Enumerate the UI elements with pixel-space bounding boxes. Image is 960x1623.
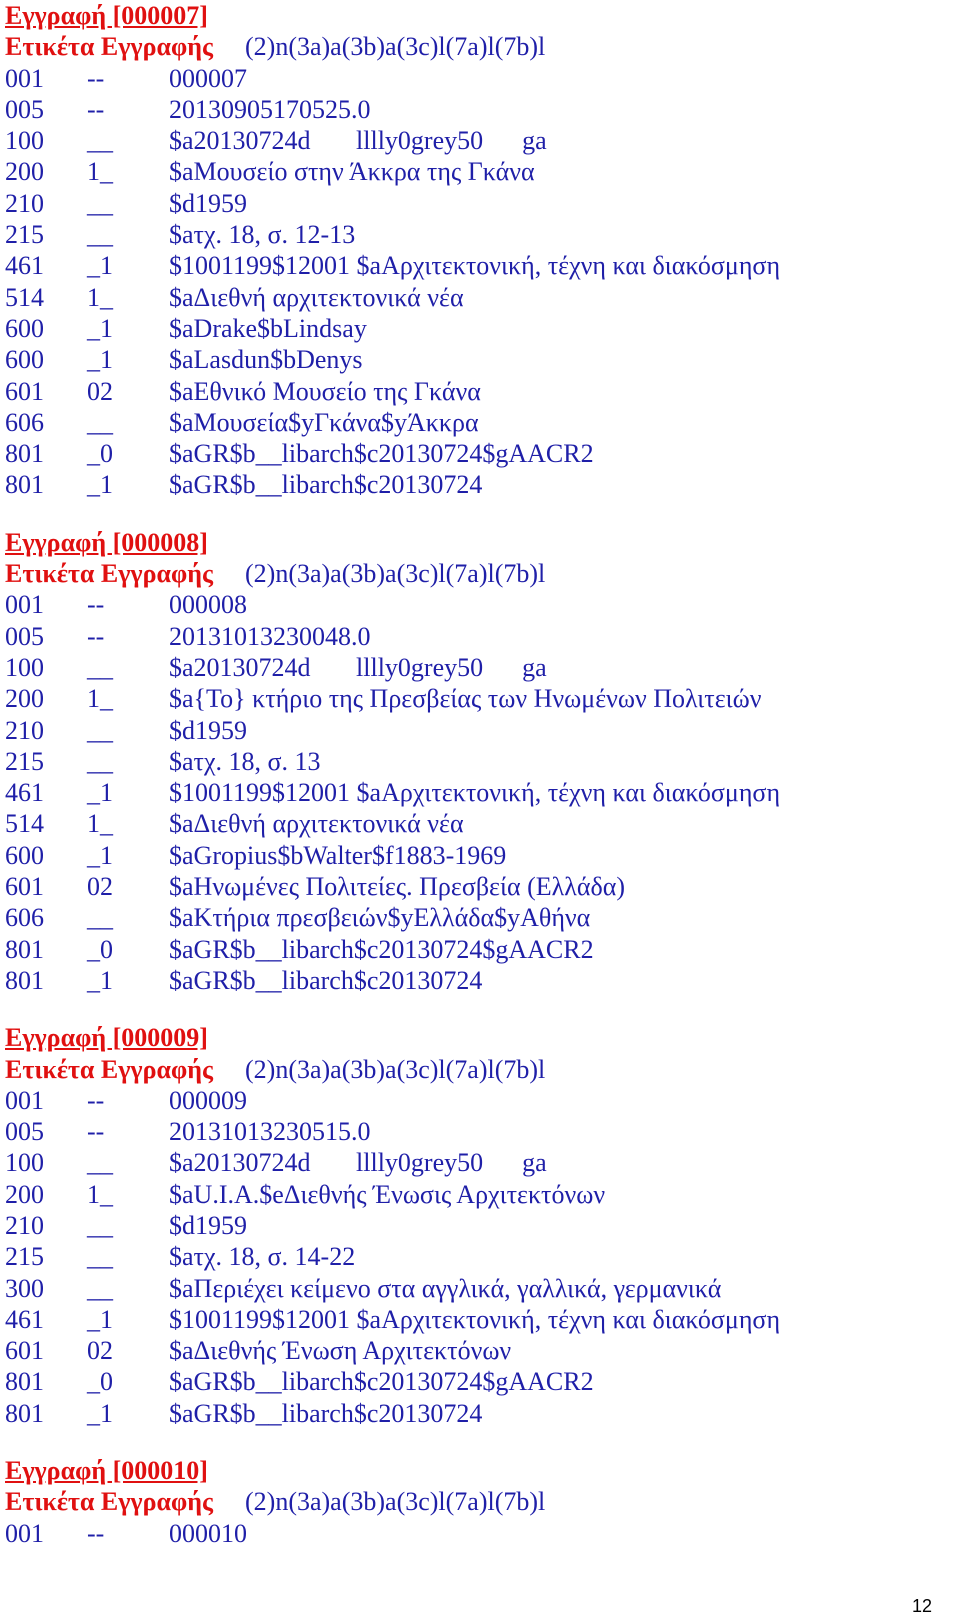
field-indicator: -- (87, 590, 105, 620)
field-indicator: 02 (87, 376, 113, 406)
field-tag: 514 (5, 282, 44, 312)
field-row (5, 683, 945, 714)
field-tag: 001 (5, 1518, 44, 1548)
field-indicator: -- (87, 1085, 105, 1115)
field-indicator: -- (87, 621, 105, 651)
field-indicator: -- (87, 1518, 105, 1548)
field-value: 000008 (169, 590, 247, 620)
field-value: $d1959 (169, 715, 247, 745)
field-value: $1001199$12001 $aΑρχιτεκτονική, τέχνη και διακόσμηση (169, 1304, 781, 1334)
field-indicator: __ (87, 1148, 113, 1178)
field-value: $aU.I.A.$eΔιεθνής Ένωσις Αρχιτεκτόνων (169, 1179, 606, 1209)
field-indicator: _1 (87, 470, 113, 500)
field-value: $aGR$b__libarch$c20130724$gAACR2 (169, 934, 594, 964)
field-value: $aΔιεθνής Ένωση Αρχιτεκτόνων (169, 1336, 512, 1366)
field-tag: 001 (5, 63, 44, 93)
field-tag: 600 (5, 840, 44, 870)
field-value: $a{Το} κτήριο της Πρεσβείας των Ηνωμένων Πολιτειών (169, 684, 762, 714)
field-indicator: __ (87, 903, 113, 933)
field-tag: 461 (5, 778, 44, 808)
record-title: Εγγραφή [000007] (5, 1, 208, 30)
field-row (5, 438, 945, 469)
field-indicator: __ (87, 652, 113, 682)
field-tag: 001 (5, 1085, 44, 1115)
field-indicator: __ (87, 1242, 113, 1272)
field-tag: 801 (5, 934, 44, 964)
field-tag: 210 (5, 715, 44, 745)
field-value: $aτχ. 18, σ. 12-13 (169, 220, 356, 250)
field-value: 000010 (169, 1518, 247, 1548)
field-indicator: 1_ (87, 282, 113, 312)
field-value: $aΜουσείο στην Άκκρα της Γκάνα (169, 157, 535, 187)
field-tag: 514 (5, 809, 44, 839)
field-row (5, 1241, 945, 1272)
field-tag: 200 (5, 1179, 44, 1209)
field-value: $aGR$b__libarch$c20130724 (169, 965, 483, 995)
record (5, 1455, 945, 1549)
field-value: $aτχ. 18, σ. 13 (169, 746, 321, 776)
record-leader (5, 31, 945, 62)
record-leader (5, 1486, 945, 1517)
field-value: $a20130724d lllly0grey50 ga (169, 652, 547, 682)
field-indicator: _0 (87, 1367, 113, 1397)
field-row (5, 344, 945, 375)
leader-value: (2)n(3a)a(3b)a(3c)l(7a)l(7b)l (245, 32, 546, 62)
leader-value: (2)n(3a)a(3b)a(3c)l(7a)l(7b)l (245, 1487, 546, 1517)
leader-label: Ετικέτα Εγγραφής (5, 1487, 213, 1517)
field-indicator: _1 (87, 965, 113, 995)
field-indicator: __ (87, 126, 113, 156)
field-indicator: 02 (87, 1336, 113, 1366)
page-number: 12 (911, 1596, 932, 1616)
field-tag: 210 (5, 188, 44, 218)
field-indicator: __ (87, 407, 113, 437)
field-row (5, 840, 945, 871)
field-indicator: 1_ (87, 157, 113, 187)
field-value: 20131013230515.0 (169, 1117, 371, 1147)
field-value: 20130905170525.0 (169, 94, 371, 124)
field-tag: 801 (5, 439, 44, 469)
field-indicator: -- (87, 1117, 105, 1147)
field-tag: 001 (5, 590, 44, 620)
field-indicator: __ (87, 1273, 113, 1303)
field-row (5, 1179, 945, 1210)
field-row (5, 589, 945, 620)
record (5, 527, 945, 996)
field-tag: 601 (5, 1336, 44, 1366)
field-tag: 200 (5, 157, 44, 187)
field-indicator: 1_ (87, 684, 113, 714)
field-indicator: _1 (87, 1304, 113, 1334)
field-value: $aτχ. 18, σ. 14-22 (169, 1242, 356, 1272)
field-row (5, 219, 945, 250)
field-tag: 100 (5, 126, 44, 156)
field-value: $1001199$12001 $aΑρχιτεκτονική, τέχνη και διακόσμηση (169, 251, 781, 281)
field-tag: 100 (5, 1148, 44, 1178)
field-indicator: _0 (87, 439, 113, 469)
field-indicator: _1 (87, 313, 113, 343)
field-indicator: __ (87, 715, 113, 745)
field-row (5, 1210, 945, 1241)
leader-label: Ετικέτα Εγγραφής (5, 559, 213, 589)
field-row (5, 934, 945, 965)
field-tag: 300 (5, 1273, 44, 1303)
record (5, 1022, 945, 1429)
field-tag: 461 (5, 251, 44, 281)
field-row (5, 1304, 945, 1335)
field-indicator: _1 (87, 345, 113, 375)
field-row (5, 777, 945, 808)
field-row (5, 746, 945, 777)
field-indicator: 02 (87, 872, 113, 902)
field-tag: 200 (5, 684, 44, 714)
field-row (5, 313, 945, 344)
field-value: $aΕθνικό Μουσείο της Γκάνα (169, 376, 481, 406)
field-tag: 215 (5, 746, 44, 776)
field-tag: 100 (5, 652, 44, 682)
field-row (5, 156, 945, 187)
field-tag: 215 (5, 1242, 44, 1272)
field-value: $aΗνωμένες Πολιτείες. Πρεσβεία (Ελλάδα) (169, 872, 626, 902)
record-title: Εγγραφή [000008] (5, 527, 208, 557)
field-value: $a20130724d lllly0grey50 ga (169, 126, 547, 156)
field-indicator: -- (87, 94, 105, 124)
record-leader (5, 558, 945, 589)
field-tag: 606 (5, 407, 44, 437)
field-tag: 005 (5, 621, 44, 651)
field-value: $aDrake$bLindsay (169, 313, 367, 343)
field-row (5, 125, 945, 156)
field-indicator: _1 (87, 840, 113, 870)
field-value: $d1959 (169, 1210, 247, 1240)
field-tag: 801 (5, 1398, 44, 1428)
record (5, 0, 945, 501)
record-title: Εγγραφή [000009] (5, 1023, 208, 1053)
field-value: $aΔιεθνή αρχιτεκτονικά νέα (169, 809, 464, 839)
field-indicator: __ (87, 746, 113, 776)
field-row (5, 188, 945, 219)
field-value: 000007 (169, 63, 247, 93)
field-row (5, 652, 945, 683)
field-row (5, 1273, 945, 1304)
leader-value: (2)n(3a)a(3b)a(3c)l(7a)l(7b)l (245, 1054, 546, 1084)
field-tag: 600 (5, 345, 44, 375)
field-row (5, 871, 945, 902)
field-row (5, 621, 945, 652)
field-value: $a20130724d lllly0grey50 ga (169, 1148, 547, 1178)
field-indicator: 1_ (87, 809, 113, 839)
leader-label: Ετικέτα Εγγραφής (5, 32, 213, 62)
field-indicator: _1 (87, 1398, 113, 1428)
field-row (5, 282, 945, 313)
field-tag: 210 (5, 1210, 44, 1240)
field-indicator: 1_ (87, 1179, 113, 1209)
field-row (5, 63, 945, 94)
field-row (5, 1116, 945, 1147)
field-row (5, 715, 945, 746)
field-row (5, 250, 945, 281)
field-value: 000009 (169, 1085, 247, 1115)
field-tag: 606 (5, 903, 44, 933)
field-value: $aGropius$bWalter$f1883-1969 (169, 840, 507, 870)
field-indicator: _1 (87, 778, 113, 808)
field-value: $aGR$b__libarch$c20130724 (169, 1398, 483, 1428)
field-value: 20131013230048.0 (169, 621, 371, 651)
field-indicator: __ (87, 188, 113, 218)
field-tag: 215 (5, 220, 44, 250)
leader-value: (2)n(3a)a(3b)a(3c)l(7a)l(7b)l (245, 559, 546, 589)
field-value: $aGR$b__libarch$c20130724$gAACR2 (169, 1367, 594, 1397)
field-tag: 461 (5, 1304, 44, 1334)
field-tag: 801 (5, 1367, 44, 1397)
field-row (5, 1335, 945, 1366)
field-tag: 601 (5, 376, 44, 406)
field-value: $aΔιεθνή αρχιτεκτονικά νέα (169, 282, 464, 312)
field-value: $aΜουσεία$yΓκάνα$yΆκκρα (169, 407, 479, 437)
field-row (5, 1518, 945, 1549)
field-row (5, 407, 945, 438)
field-row (5, 902, 945, 933)
field-indicator: -- (87, 63, 105, 93)
record-title: Εγγραφή [000010] (5, 1456, 208, 1486)
field-tag: 005 (5, 1117, 44, 1147)
field-indicator: _1 (87, 251, 113, 281)
field-value: $1001199$12001 $aΑρχιτεκτονική, τέχνη και διακόσμηση (169, 778, 781, 808)
field-tag: 005 (5, 94, 44, 124)
field-tag: 801 (5, 965, 44, 995)
field-tag: 600 (5, 313, 44, 343)
field-value: $aLasdun$bDenys (169, 345, 363, 375)
field-row (5, 376, 945, 407)
field-row (5, 965, 945, 996)
field-tag: 801 (5, 470, 44, 500)
field-value: $aGR$b__libarch$c20130724$gAACR2 (169, 439, 594, 469)
field-row (5, 469, 945, 500)
field-value: $aΚτήρια πρεσβειών$yΕλλάδα$yΑθήνα (169, 903, 591, 933)
field-row (5, 808, 945, 839)
field-indicator: __ (87, 1210, 113, 1240)
document-page (5, 0, 945, 1575)
field-row (5, 1398, 945, 1429)
field-value: $aΠεριέχει κείμενο στα αγγλικά, γαλλικά, γερμανικά (169, 1273, 722, 1303)
field-value: $aGR$b__libarch$c20130724 (169, 470, 483, 500)
field-value: $d1959 (169, 188, 247, 218)
field-row (5, 1366, 945, 1397)
field-tag: 601 (5, 872, 44, 902)
leader-label: Ετικέτα Εγγραφής (5, 1054, 213, 1084)
record-leader (5, 1054, 945, 1085)
field-indicator: __ (87, 220, 113, 250)
field-row (5, 94, 945, 125)
field-row (5, 1085, 945, 1116)
field-row (5, 1147, 945, 1178)
field-indicator: _0 (87, 934, 113, 964)
